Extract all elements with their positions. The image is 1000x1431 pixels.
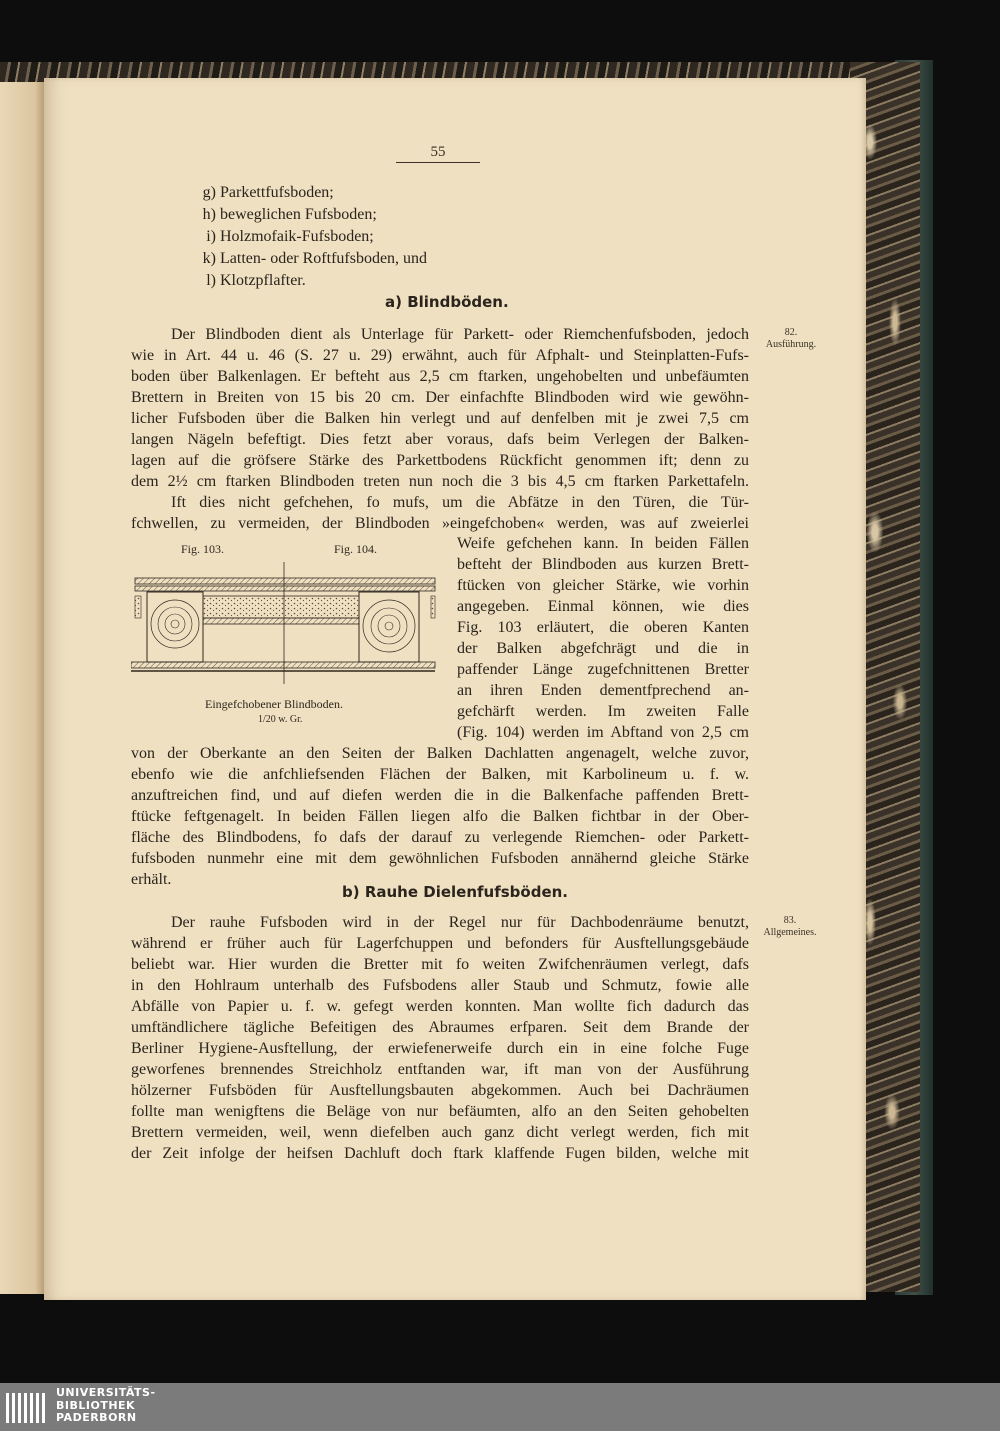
margin-note-82: 82. Ausführung. xyxy=(765,327,817,350)
text-line: erhält. xyxy=(131,871,172,888)
text-line: Abfälle von Papier u. f. w. gefegt werden konnten. Man wollte fich dadurch das xyxy=(131,998,749,1015)
blindboden-figure xyxy=(131,562,439,684)
text-line: anzuftreichen find, und auf diefen werden die in die Balkenfache paffenden Brett- xyxy=(131,787,749,804)
text-line: fläche des Blindbodens, fo dafs der darauf zu verlegende Riemchen- oder Parkett- xyxy=(131,829,749,846)
list-item: g) Parkettfufsboden; xyxy=(202,184,334,201)
text-line: dem 2½ cm ftarken Blindboden treten nun noch die 3 bis 4,5 cm ftarken Parkettafeln. xyxy=(131,473,749,490)
list-item: i) Holzmofaik-Fufsboden; xyxy=(206,228,374,245)
list-item: k) Latten- oder Roftfufsboden, und xyxy=(202,250,428,267)
margin-note-83: 83. Allgemeines. xyxy=(763,915,817,938)
library-name: UNIVERSITÄTS- BIBLIOTHEK PADERBORN xyxy=(56,1386,156,1424)
text-line: gefchärft werden. Im zweiten Falle xyxy=(457,703,749,720)
ceiling-board xyxy=(131,662,435,668)
text-line: umftändlichere tägliche Befeitigen des Abraumes erfparen. Seit dem Brande der xyxy=(131,1019,749,1036)
text-line: beliebt war. Hier wurden die Bretter mit fo weiten Zwifchenräumen verlegt, dafs xyxy=(131,956,749,973)
text-line: geworfenes brennendes Streichholz entftanden war, ift man von der Ausführung xyxy=(131,1061,749,1078)
figure-label-104: Fig. 104. xyxy=(334,542,378,556)
text-line: fchwellen, zu vermeiden, der Blindboden »eingefchoben« werden, was auf zweierlei xyxy=(131,515,749,532)
beam-right xyxy=(359,592,419,662)
text-line: Der rauhe Fufsboden wird in der Regel nur für Dachbodenräume benutzt, xyxy=(171,914,749,931)
paragraph-wrap-right xyxy=(457,533,749,743)
figure-caption: Eingefchobener Blindboden. xyxy=(205,697,343,711)
text-line: von der Oberkante an den Seiten der Balken Dachlatten angenagelt, welche zuvor, xyxy=(131,745,749,762)
text-line: boden über Balkenlagen. Er befteht aus 2,5 cm ftarken, ungehobelten und unbefäumten xyxy=(131,368,749,385)
paragraph-blindboden-1 xyxy=(131,324,749,534)
insulation-fill xyxy=(431,596,435,618)
text-line: lagen auf die gröfsere Stärke des Parkettbodens Rückficht genommen ift; denn zu xyxy=(131,452,749,469)
previous-page-edge xyxy=(0,82,44,1294)
library-footer xyxy=(0,1383,1000,1431)
figure-label-103: Fig. 103. xyxy=(181,542,225,556)
floor-board xyxy=(135,578,435,584)
list-item: l) Klotzpflafter. xyxy=(206,272,306,289)
text-line: hölzerner Fufsböden für Ausftellungsbauten abgekommen. Auch bei Dachräumen xyxy=(131,1082,749,1099)
blind-board xyxy=(201,618,361,624)
text-line: Brettern vermeiden, weil, wenn diefelben auch ganz dicht verlegt werden, fich mit xyxy=(131,1124,749,1141)
text-line: Berliner Hygiene-Ausftellung, der erwiefenerweife durch ein in eine folche Fuge xyxy=(131,1040,749,1057)
text-line: befteht der Blindboden aus kurzen Brett- xyxy=(457,556,749,573)
text-line: Fig. 103 erläutert, die oberen Kanten xyxy=(457,619,749,636)
enumeration-list xyxy=(196,182,556,292)
text-line: (Fig. 104) werden im Abftand von 2,5 cm xyxy=(457,724,749,741)
text-line: licher Fufsboden über die Balken hin verlegt und auf denfelben mit je zwei 7,5 cm xyxy=(131,410,749,427)
text-line: ftücken von gleicher Stärke, wie vorhin xyxy=(457,577,749,594)
section-heading-blindboeden: a) Blindböden. xyxy=(385,293,509,311)
text-line: während er früher auch für Lagerfchuppen und befonders für Ausftellungsgebäude xyxy=(131,935,749,952)
text-line: paffender Länge zugefchnittenen Bretter xyxy=(457,661,749,678)
text-line: Der Blindboden dient als Unterlage für Parkett- oder Riemchenfufsboden, jedoch xyxy=(171,326,749,343)
insulation-fill xyxy=(201,596,361,618)
paragraph-blindboden-2 xyxy=(131,743,749,890)
text-line: der Balken abgefchrägt und die in xyxy=(457,640,749,657)
text-line: wie in Art. 44 u. 46 (S. 27 u. 29) erwähnt, auch für Afphalt- und Steinplatten-Fufs- xyxy=(131,347,749,364)
text-line: ftücke feftgenagelt. In beiden Fällen liegen alfo die Balken fichtbar in der Ober- xyxy=(131,808,749,825)
text-line: der Zeit infolge der heifsen Dachluft doch ftark klaffende Fugen bilden, welche mit xyxy=(131,1145,749,1162)
figure-scale: 1/20 w. Gr. xyxy=(258,714,303,725)
paragraph-rauhe-dielen xyxy=(131,912,749,1164)
section-heading-rauhe-dielen: b) Rauhe Dielenfufsböden. xyxy=(342,883,568,901)
text-line: ebenfo wie die anfchliefsenden Flächen der Balken, mit Karbolineum u. f. w. xyxy=(131,766,749,783)
text-line: Brettern in Breiten von 15 bis 20 cm. Der einfachfte Blindboden wird wie gewöhn- xyxy=(131,389,749,406)
library-logo-icon xyxy=(6,1391,50,1425)
text-line: an ihren Enden dementfprechend an- xyxy=(457,682,749,699)
list-item: h) beweglichen Fufsboden; xyxy=(202,206,377,223)
page-number: 55 xyxy=(396,144,480,163)
text-line: fufsboden nunmehr eine mit dem gewöhnlichen Fufsboden annähernd gleiche Stärke xyxy=(131,850,749,867)
beam-left xyxy=(147,592,203,662)
floor-board xyxy=(135,586,435,591)
insulation-fill xyxy=(135,596,141,618)
text-line: langen Nägeln befeftigt. Dies fetzt aber voraus, dafs beim Verlegen der Balken- xyxy=(131,431,749,448)
text-line: follte man wenigftens die Beläge von nur befäumten, alfo an den Seiten gehobelten xyxy=(131,1103,749,1120)
text-line: angegeben. Einmal können, wie dies xyxy=(457,598,749,615)
text-line: Ift dies nicht gefchehen, fo mufs, um die Abfätze in den Türen, die Tür- xyxy=(171,494,749,511)
text-line: in den Hohlraum unterhalb des Fufsbodens aller Staub und Schmutz, fowie alle xyxy=(131,977,749,994)
text-line: Weife gefchehen kann. In beiden Fällen xyxy=(457,535,749,552)
